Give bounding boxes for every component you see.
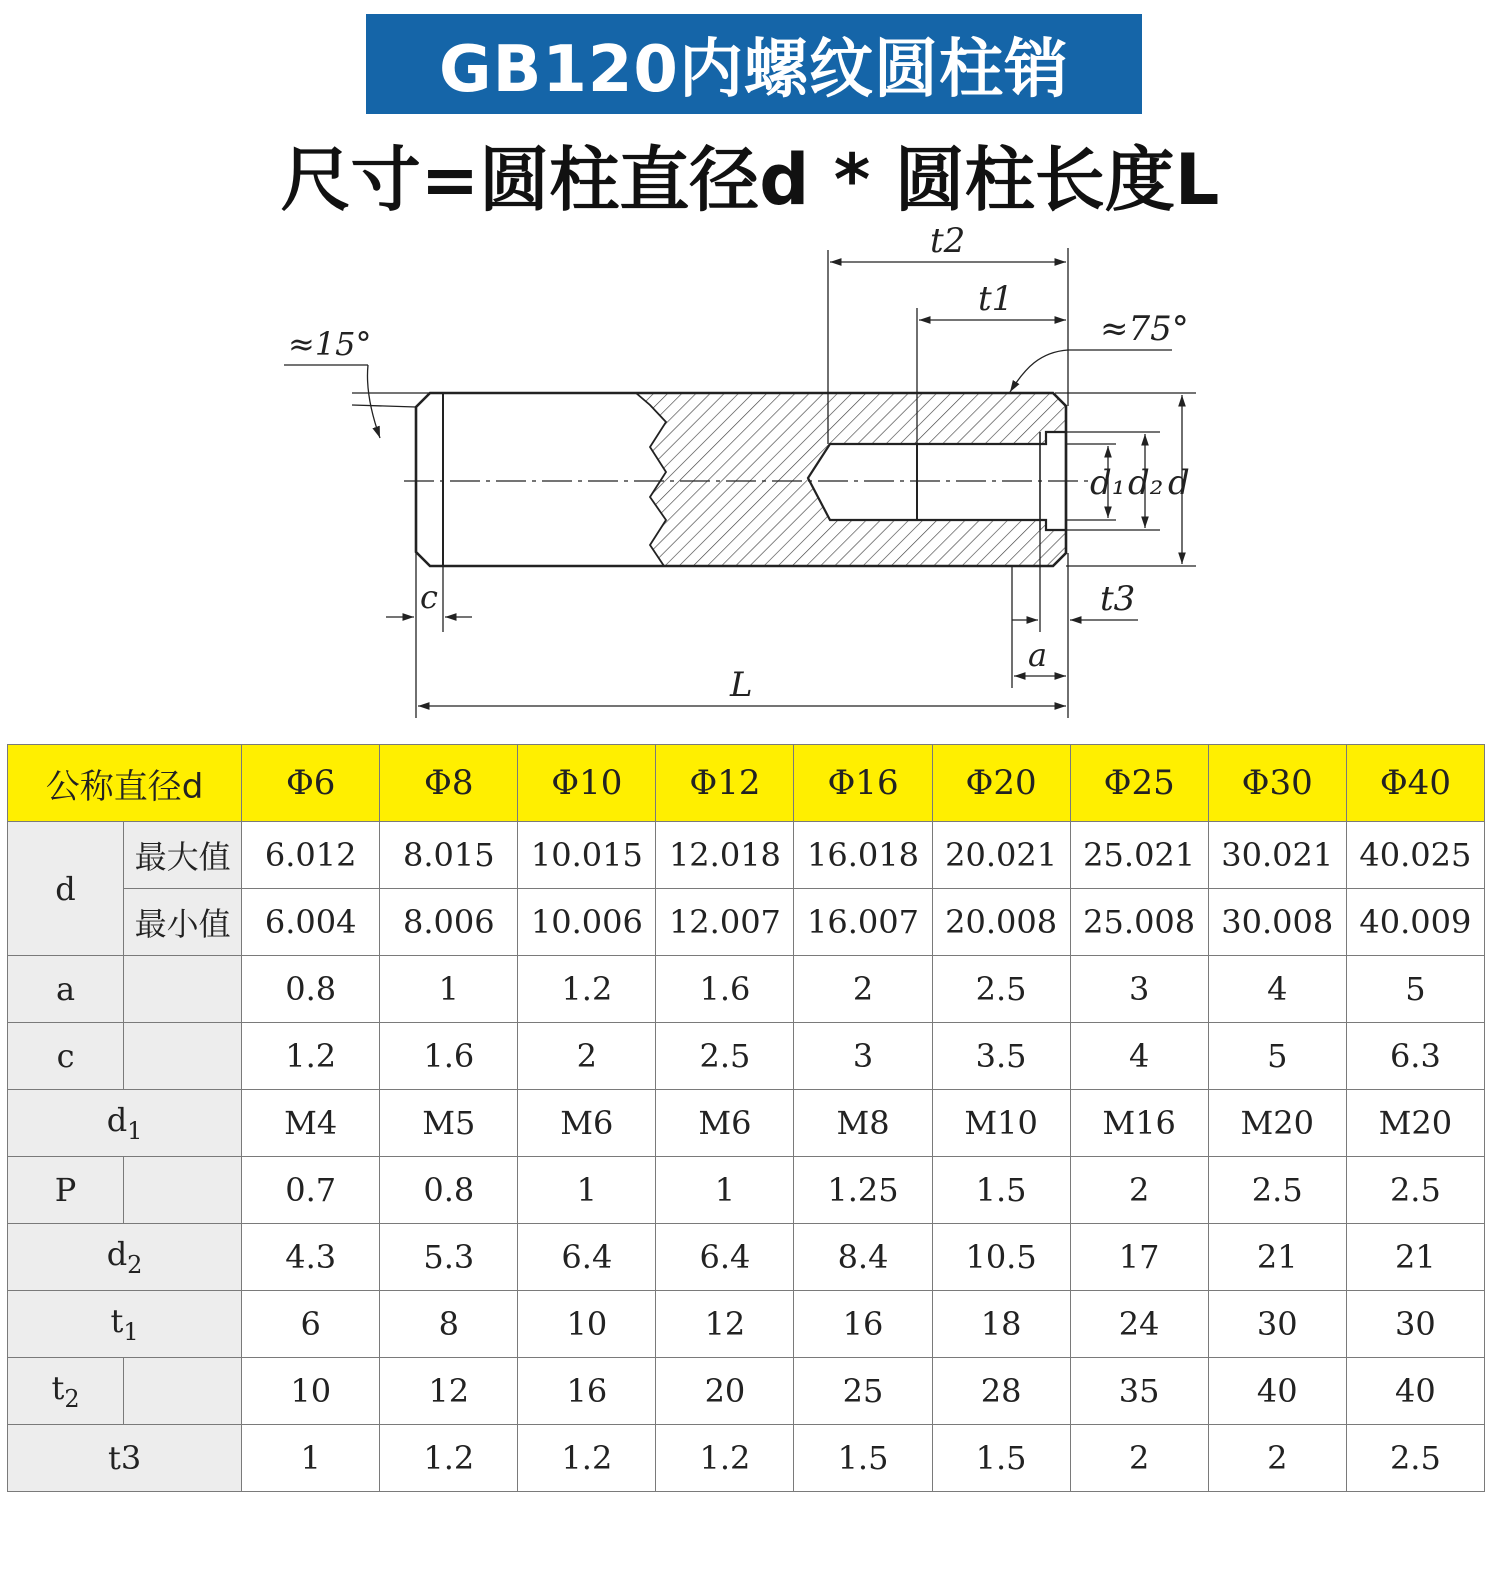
header-size: Φ40	[1346, 745, 1484, 822]
table-row	[8, 956, 1485, 1023]
row-label	[8, 1157, 124, 1224]
row-label	[8, 1023, 124, 1090]
table-cell: 1.5	[932, 1157, 1070, 1224]
row-label-text: a	[56, 970, 76, 1008]
row-label-text: d	[106, 1235, 128, 1273]
row-label-subscript: 2	[64, 1385, 80, 1413]
table-cell: 10	[518, 1291, 656, 1358]
table-cell: 24	[1070, 1291, 1208, 1358]
row-label-subscript: 1	[123, 1318, 139, 1346]
table-cell: 3	[1070, 956, 1208, 1023]
table-row	[8, 1023, 1485, 1090]
table-cell: 0.8	[380, 1157, 518, 1224]
label-c: c	[420, 578, 438, 616]
table-cell: 6.4	[518, 1224, 656, 1291]
table-cell: 1.2	[242, 1023, 380, 1090]
table-cell: 30	[1346, 1291, 1484, 1358]
table-cell: 25	[794, 1358, 932, 1425]
table-cell: 21	[1208, 1224, 1346, 1291]
label-angle-right: ≈75°	[1100, 309, 1189, 349]
table-cell: 1.2	[518, 1425, 656, 1492]
table-cell: 10.015	[518, 822, 656, 889]
title-banner	[366, 14, 1142, 114]
table-row	[8, 822, 1485, 889]
table-cell: 30.008	[1208, 889, 1346, 956]
table-cell: 6.4	[656, 1224, 794, 1291]
table-cell: 16.018	[794, 822, 932, 889]
table-cell: 1	[518, 1157, 656, 1224]
table-cell: 2	[1208, 1425, 1346, 1492]
table-cell: 12	[380, 1358, 518, 1425]
page-title: GB120内螺纹圆柱销	[439, 33, 1069, 107]
row-sublabel-blank	[124, 1157, 242, 1224]
header-size: Φ6	[242, 745, 380, 822]
table-cell: 20	[656, 1358, 794, 1425]
row-label-d: d	[8, 822, 124, 956]
header-size: Φ10	[518, 745, 656, 822]
spec-table	[7, 744, 1485, 1492]
table-cell: 12.007	[656, 889, 794, 956]
table-cell: 20.008	[932, 889, 1070, 956]
table-cell: M10	[932, 1090, 1070, 1157]
table-cell: 40	[1346, 1358, 1484, 1425]
label-t1: t1	[978, 279, 1014, 319]
table-cell: 16.007	[794, 889, 932, 956]
row-label-subscript: 2	[127, 1251, 143, 1279]
table-cell: M5	[380, 1090, 518, 1157]
table-row	[8, 1291, 1485, 1358]
row-label	[8, 956, 124, 1023]
table-row	[8, 889, 1485, 956]
table-cell: 1	[380, 956, 518, 1023]
label-a: a	[1028, 636, 1048, 674]
label-angle-left: ≈15°	[288, 325, 372, 363]
table-cell: 4	[1208, 956, 1346, 1023]
row-label-text: P	[54, 1171, 77, 1209]
table-cell: 1.5	[794, 1425, 932, 1492]
table-cell: 1.2	[518, 956, 656, 1023]
table-cell: 4.3	[242, 1224, 380, 1291]
table-cell: 5.3	[380, 1224, 518, 1291]
table-cell: 5	[1208, 1023, 1346, 1090]
table-cell: 2	[794, 956, 932, 1023]
table-cell: 10.5	[932, 1224, 1070, 1291]
table-cell: 40.009	[1346, 889, 1484, 956]
table-row	[8, 1425, 1485, 1492]
table-cell: 4	[1070, 1023, 1208, 1090]
table-row	[8, 1358, 1485, 1425]
table-cell: 12.018	[656, 822, 794, 889]
table-cell: 8.4	[794, 1224, 932, 1291]
table-cell: 16	[518, 1358, 656, 1425]
table-cell: 2	[1070, 1157, 1208, 1224]
row-label	[8, 1090, 242, 1157]
table-cell: 1.25	[794, 1157, 932, 1224]
label-t2: t2	[930, 221, 966, 261]
row-label	[8, 1425, 242, 1492]
table-cell: 10	[242, 1358, 380, 1425]
table-cell: 0.8	[242, 956, 380, 1023]
row-sublabel-blank	[124, 1358, 242, 1425]
table-cell: 25.021	[1070, 822, 1208, 889]
label-t3: t3	[1100, 579, 1136, 619]
table-cell: 6.012	[242, 822, 380, 889]
sub-label-max: 最大值	[124, 822, 242, 889]
table-cell: 6	[242, 1291, 380, 1358]
table-cell: 1.5	[932, 1425, 1070, 1492]
table-cell: 2.5	[932, 956, 1070, 1023]
table-cell: 28	[932, 1358, 1070, 1425]
row-label	[8, 1291, 242, 1358]
label-d: d	[1168, 463, 1190, 503]
table-cell: 3.5	[932, 1023, 1070, 1090]
table-cell: M20	[1208, 1090, 1346, 1157]
table-cell: 17	[1070, 1224, 1208, 1291]
row-sublabel-blank	[124, 956, 242, 1023]
row-label-text: t	[110, 1302, 124, 1340]
table-cell: 2.5	[1346, 1157, 1484, 1224]
table-cell: 2	[518, 1023, 656, 1090]
header-size: Φ25	[1070, 745, 1208, 822]
header-size: Φ30	[1208, 745, 1346, 822]
row-label-text: t	[51, 1369, 65, 1407]
table-cell: 1	[242, 1425, 380, 1492]
table-cell: 1.6	[380, 1023, 518, 1090]
table-cell: 2	[1070, 1425, 1208, 1492]
table-cell: 25.008	[1070, 889, 1208, 956]
table-cell: 2.5	[1346, 1425, 1484, 1492]
table-cell: 1	[656, 1157, 794, 1224]
table-row	[8, 1157, 1485, 1224]
sub-label-min: 最小值	[124, 889, 242, 956]
table-cell: 8.015	[380, 822, 518, 889]
table-cell: 6.004	[242, 889, 380, 956]
table-cell: 21	[1346, 1224, 1484, 1291]
table-cell: 8	[380, 1291, 518, 1358]
header-size: Φ8	[380, 745, 518, 822]
table-cell: 8.006	[380, 889, 518, 956]
table-cell: M4	[242, 1090, 380, 1157]
table-cell: 5	[1346, 956, 1484, 1023]
header-nominal-diameter: 公称直径d	[8, 745, 242, 822]
label-L: L	[730, 665, 753, 705]
row-label-text: c	[56, 1037, 75, 1075]
table-cell: 30.021	[1208, 822, 1346, 889]
table-cell: 3	[794, 1023, 932, 1090]
table-row	[8, 1224, 1485, 1291]
technical-drawing	[0, 220, 1500, 730]
table-cell: 10.006	[518, 889, 656, 956]
table-cell: M6	[518, 1090, 656, 1157]
header-size: Φ16	[794, 745, 932, 822]
table-cell: 40.025	[1346, 822, 1484, 889]
row-label-text: d	[106, 1101, 128, 1139]
table-cell: M20	[1346, 1090, 1484, 1157]
page-subtitle: 尺寸=圆柱直径d * 圆柱长度L	[280, 139, 1220, 221]
table-cell: M8	[794, 1090, 932, 1157]
table-cell: 1.2	[380, 1425, 518, 1492]
table-cell: 0.7	[242, 1157, 380, 1224]
header-size: Φ20	[932, 745, 1070, 822]
table-cell: M16	[1070, 1090, 1208, 1157]
table-cell: 30	[1208, 1291, 1346, 1358]
row-label-subscript: 1	[127, 1117, 143, 1145]
table-cell: 1.2	[656, 1425, 794, 1492]
row-label-text: t3	[107, 1439, 142, 1477]
table-row	[8, 1090, 1485, 1157]
table-cell: 2.5	[656, 1023, 794, 1090]
header-size: Φ12	[656, 745, 794, 822]
table-header-row	[8, 745, 1485, 822]
table-cell: 1.6	[656, 956, 794, 1023]
row-label	[8, 1224, 242, 1291]
table-cell: 6.3	[1346, 1023, 1484, 1090]
table-cell: 40	[1208, 1358, 1346, 1425]
row-label	[8, 1358, 124, 1425]
table-cell: 16	[794, 1291, 932, 1358]
table-cell: 35	[1070, 1358, 1208, 1425]
spec-table-body	[8, 745, 1485, 1492]
label-d1: d₁	[1090, 463, 1126, 503]
table-cell: 20.021	[932, 822, 1070, 889]
table-cell: M6	[656, 1090, 794, 1157]
row-sublabel-blank	[124, 1023, 242, 1090]
table-cell: 12	[656, 1291, 794, 1358]
table-cell: 2.5	[1208, 1157, 1346, 1224]
label-d2: d₂	[1128, 463, 1164, 503]
table-cell: 18	[932, 1291, 1070, 1358]
